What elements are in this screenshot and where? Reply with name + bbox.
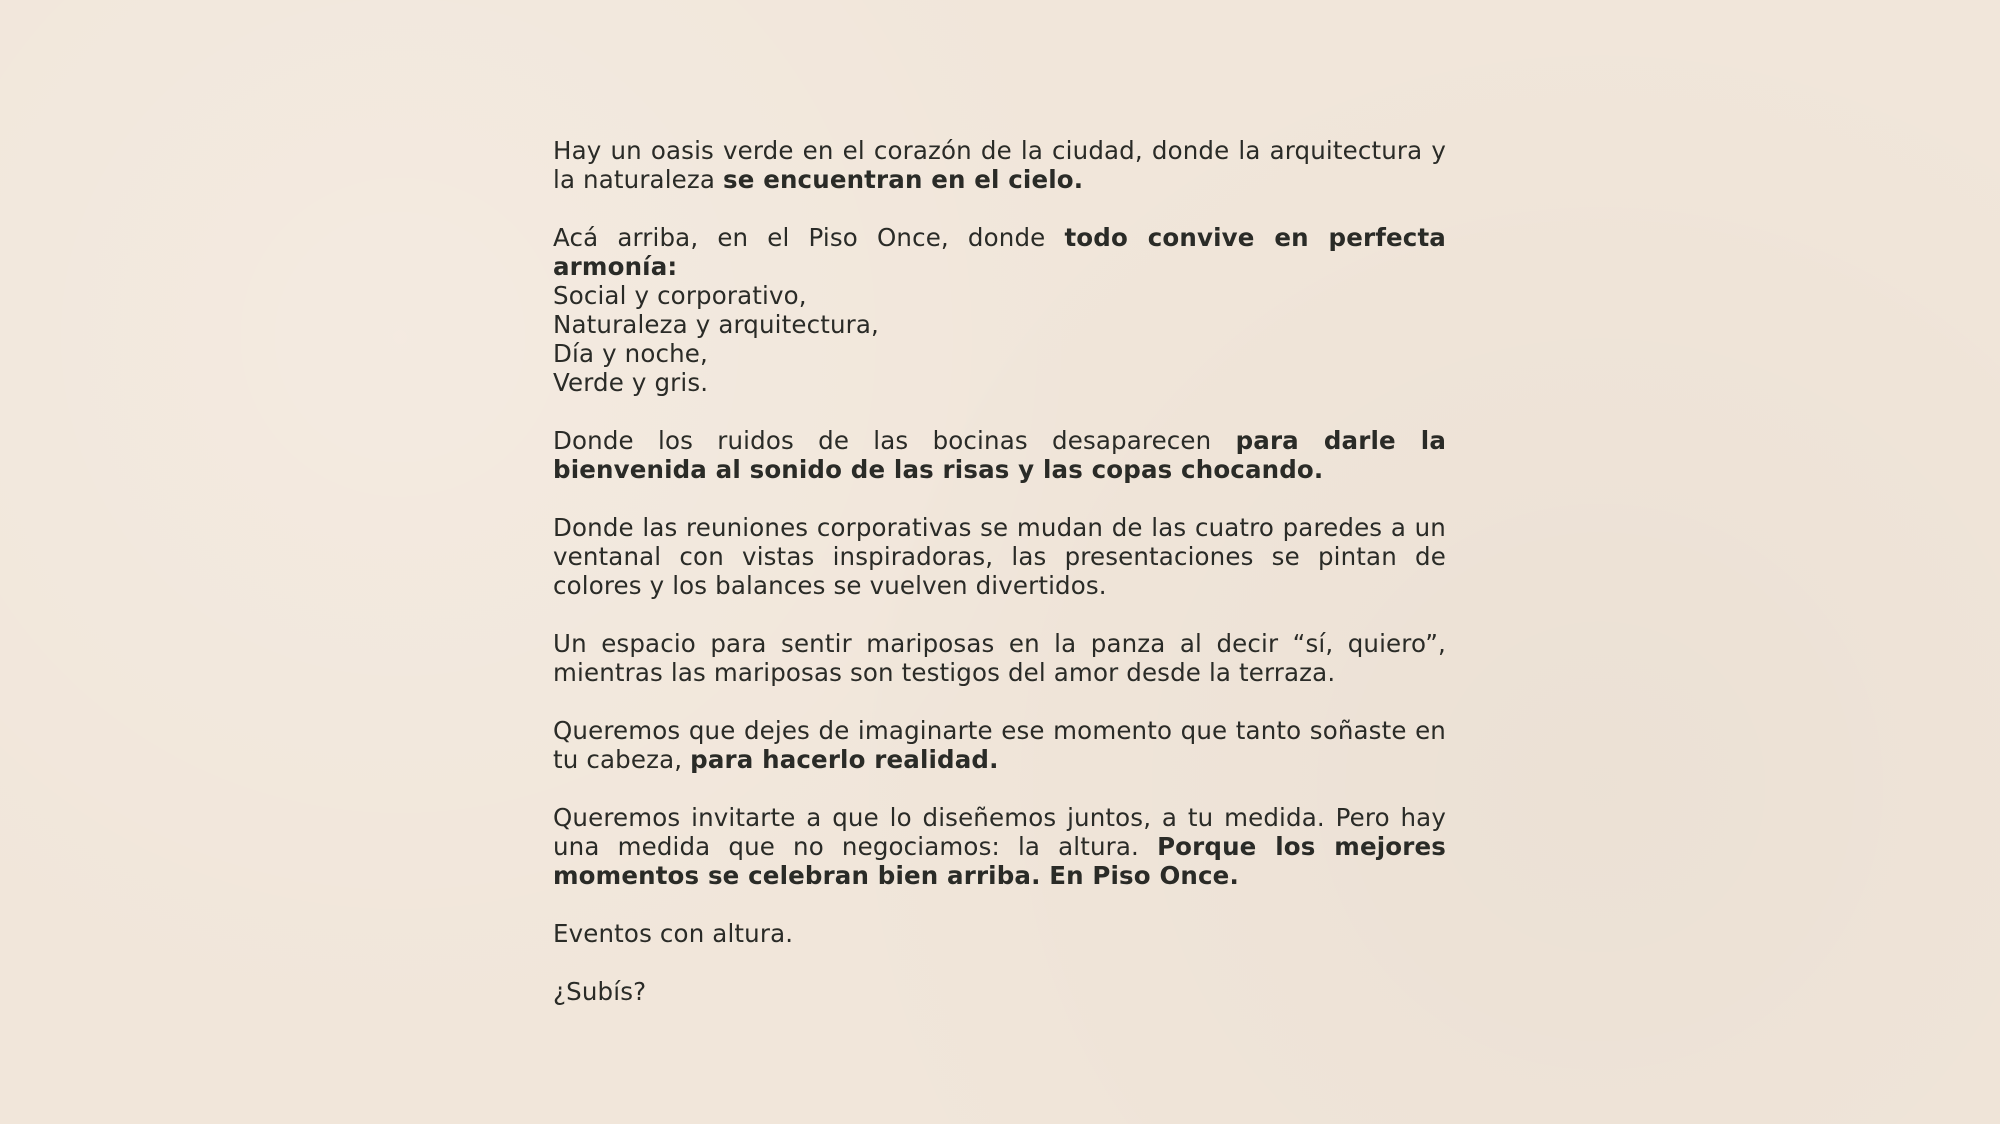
paragraph-2-line-3: Día y noche, (553, 339, 708, 368)
paragraph-3 (553, 426, 1446, 484)
paragraph-2-line-2: Naturaleza y arquitectura, (553, 310, 879, 339)
paragraph-7-highlight: Porque los mejores momentos se celebran bien arriba. En Piso Once. (553, 832, 1446, 890)
signoff-question: ¿Subís? (553, 977, 647, 1006)
paragraph-2-line-1: Social y corporativo, (553, 281, 807, 310)
paragraph-7 (553, 803, 1446, 890)
closing-line: Eventos con altura. (553, 919, 794, 948)
paragraph-2-line-4: Verde y gris. (553, 368, 709, 397)
paragraph-4 (553, 513, 1446, 600)
paragraph-6 (553, 716, 1446, 774)
paragraph-5 (553, 629, 1446, 687)
paragraph-4-text: Donde las reuniones corporativas se mudan de las cuatro paredes a un ventanal con vistas inspiradoras, las presentaciones se pintan de colores y los balances se vuelven divertidos. (553, 513, 1446, 600)
paragraph-5-text: Un espacio para sentir mariposas en la panza al decir “sí, quiero”, mientras las mariposas son testigos del amor desde la terraza. (553, 629, 1446, 687)
paragraph-3-highlight: para darle la bienvenida al sonido de las risas y las copas chocando. (553, 426, 1446, 484)
paragraph-2-highlight: todo convive en perfecta armonía: (553, 223, 1446, 281)
paragraph-6-highlight: para hacerlo realidad. (690, 745, 999, 774)
paragraph-1-highlight: se encuentran en el cielo. (723, 165, 1084, 194)
paragraph-1-text: Hay un oasis verde en el corazón de la ciudad, donde la arquitectura y la naturaleza (553, 136, 1446, 194)
paragraph-9 (553, 977, 1446, 1006)
paragraph-2-text: Acá arriba, en el Piso Once, donde (553, 223, 1065, 252)
paragraph-1 (553, 136, 1446, 194)
manifesto-content (553, 136, 1446, 1035)
paragraph-2 (553, 223, 1446, 397)
paragraph-6-text: Queremos que dejes de imaginarte ese momento que tanto soñaste en tu cabeza, (553, 716, 1446, 774)
paragraph-7-text: Queremos invitarte a que lo diseñemos juntos, a tu medida. Pero hay una medida que no negociamos: la altura. (553, 803, 1446, 861)
paragraph-8 (553, 919, 1446, 948)
paragraph-3-text: Donde los ruidos de las bocinas desaparecen (553, 426, 1236, 455)
